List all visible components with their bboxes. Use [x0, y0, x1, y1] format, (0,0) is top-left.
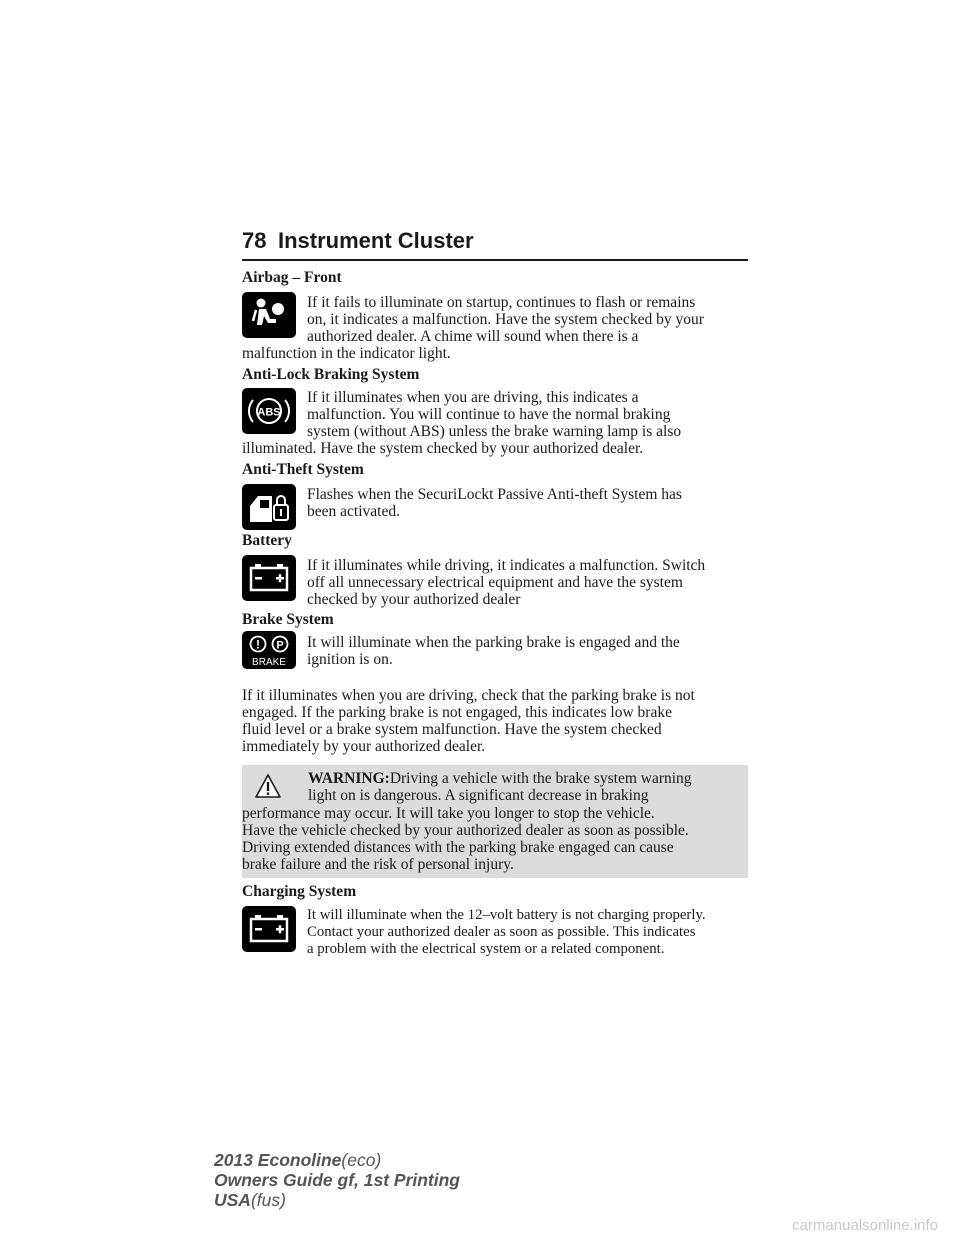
- footer-model: 2013 Econoline: [214, 1150, 342, 1170]
- footer-market-code: (fus): [250, 1190, 286, 1210]
- page-number: 78: [242, 228, 267, 253]
- brake-para-line-2: engaged. If the parking brake is not engaged, this indicates low brake: [242, 704, 672, 721]
- airbag-icon: [242, 292, 296, 338]
- battery-line-3: checked by your authorized dealer: [307, 591, 521, 608]
- page-header: [242, 228, 748, 260]
- abs-line-3: system (without ABS) unless the brake warning lamp is also: [307, 423, 682, 440]
- airbag-line-1: If it fails to illuminate on startup, continues to flash or remains: [307, 294, 696, 311]
- brake-icon: [242, 631, 296, 669]
- airbag-line-2: on, it indicates a malfunction. Have the system checked by your: [307, 311, 704, 328]
- brake-icon-p: P: [276, 639, 284, 652]
- antitheft-heading: Anti-Theft System: [242, 461, 364, 478]
- antitheft-line-1: Flashes when the SecuriLockt Passive Anti-theft System has: [307, 486, 682, 503]
- watermark: carmanualsonline.info: [792, 1217, 938, 1234]
- abs-icon: [242, 388, 296, 434]
- footer-guide: Owners Guide gf, 1st Printing: [214, 1170, 460, 1190]
- footer-model-code: (eco): [341, 1150, 382, 1170]
- brake-icon-excl: !: [256, 637, 260, 652]
- warning-first-text: Driving a vehicle with the brake system warning: [389, 770, 692, 787]
- footer-imprint: [214, 1150, 460, 1210]
- abs-icon-text: ABS: [257, 406, 281, 419]
- airbag-line-3: authorized dealer. A chime will sound when there is a: [307, 328, 639, 345]
- warning-line-5: Driving extended distances with the parking brake engaged can cause: [242, 839, 674, 856]
- abs-line-2: malfunction. You will continue to have the normal braking: [307, 406, 671, 423]
- antitheft-line-2: been activated.: [307, 503, 400, 520]
- charging-line-3: a problem with the electrical system or a related component.: [307, 941, 665, 957]
- abs-line-4: illuminated. Have the system checked by your authorized dealer.: [242, 440, 644, 457]
- battery-heading: Battery: [242, 532, 292, 549]
- charging-line-1: It will illuminate when the 12–volt battery is not charging properly.: [307, 907, 706, 923]
- charging-battery-icon: [242, 906, 296, 952]
- abs-line-1: If it illuminates when you are driving, this indicates a: [307, 389, 639, 406]
- brake-para-line-4: immediately by your authorized dealer.: [242, 738, 486, 755]
- brake-para-line-3: fluid level or a brake system malfunction. Have the system checked: [242, 721, 662, 738]
- header-rule: [242, 259, 748, 261]
- airbag-heading: Airbag – Front: [242, 269, 342, 286]
- footer-line-2: [214, 1170, 460, 1190]
- warning-triangle-icon: [254, 773, 282, 804]
- warning-line-3: performance may occur. It will take you longer to stop the vehicle.: [242, 805, 655, 822]
- warning-box: [242, 765, 748, 878]
- brake-line-2: ignition is on.: [307, 651, 393, 668]
- battery-icon: [242, 555, 296, 601]
- warning-line-2: light on is dangerous. A significant decrease in braking: [308, 787, 649, 804]
- footer-market: USA: [214, 1190, 251, 1210]
- brake-line-1: It will illuminate when the parking brake is engaged and the: [307, 634, 680, 651]
- charging-heading: Charging System: [242, 883, 357, 900]
- brake-para-line-1: If it illuminates when you are driving, check that the parking brake is not: [242, 687, 695, 704]
- antitheft-icon: [242, 484, 296, 530]
- battery-line-1: If it illuminates while driving, it indicates a malfunction. Switch: [307, 557, 706, 574]
- charging-line-2: Contact your authorized dealer as soon as possible. This indicates: [307, 924, 696, 940]
- brake-icon-text: BRAKE: [252, 657, 286, 668]
- airbag-line-4: malfunction in the indicator light.: [242, 345, 451, 362]
- abs-heading: Anti-Lock Braking System: [242, 366, 420, 383]
- warning-line-4: Have the vehicle checked by your authorized dealer as soon as possible.: [242, 822, 689, 839]
- footer-line-3: [214, 1190, 460, 1210]
- warning-line-6: brake failure and the risk of personal injury.: [242, 856, 514, 873]
- warning-label: WARNING:: [308, 770, 390, 787]
- battery-line-2: off all unnecessary electrical equipment and have the system: [307, 574, 683, 591]
- footer-line-1: [214, 1150, 460, 1170]
- warning-line-1: [308, 770, 692, 787]
- brake-heading: Brake System: [242, 611, 334, 628]
- chapter-title: Instrument Cluster: [278, 228, 474, 253]
